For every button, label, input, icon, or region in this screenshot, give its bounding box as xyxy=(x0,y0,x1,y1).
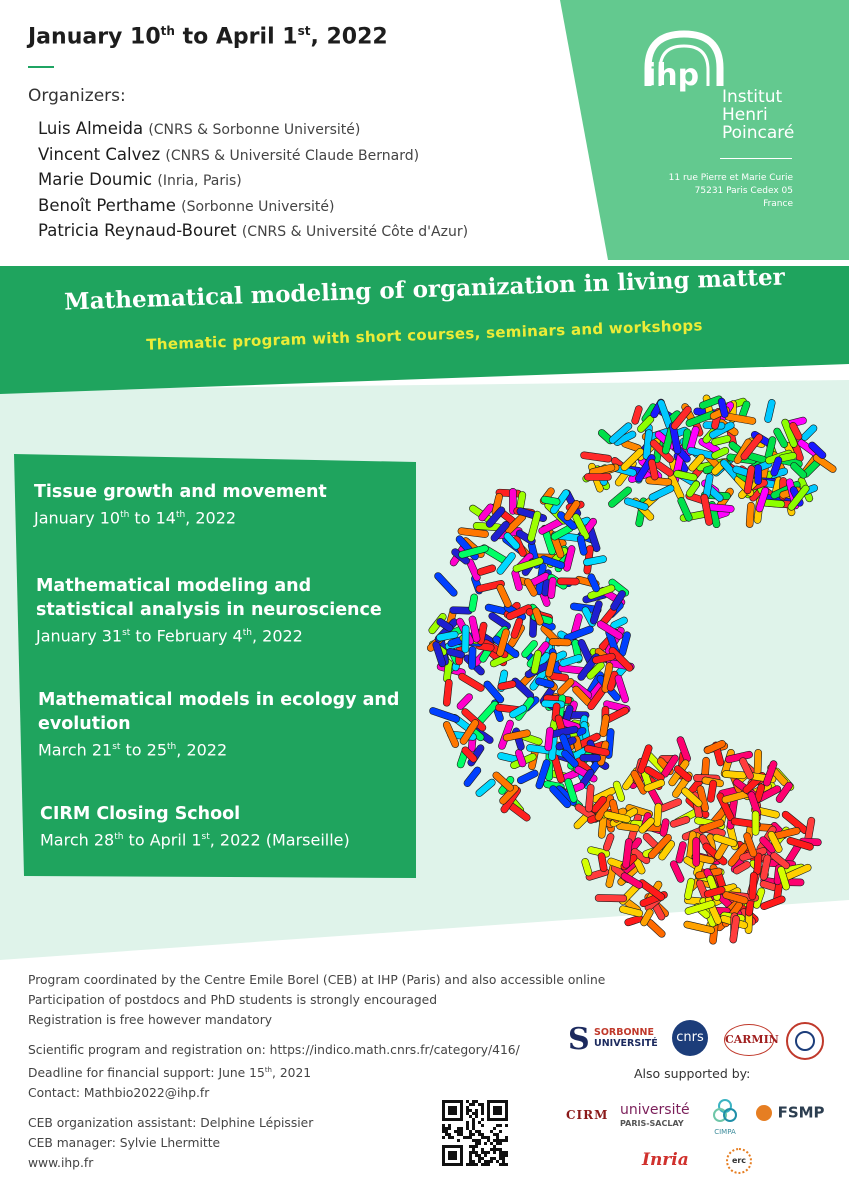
date-part: to February 4 xyxy=(130,626,243,646)
ihp-name-line: Institut xyxy=(722,87,783,107)
date-part: , 2022 xyxy=(251,626,303,646)
cell xyxy=(800,423,819,442)
session-date xyxy=(34,504,327,529)
organizer xyxy=(38,218,468,244)
organizer-affiliation: (Inria, Paris) xyxy=(157,173,242,190)
fsmp-icon xyxy=(756,1105,772,1121)
cell xyxy=(429,706,461,723)
deadline-part: , 2021 xyxy=(272,1066,312,1081)
cell xyxy=(584,474,611,481)
session-title: Tissue growth and movement xyxy=(34,482,327,502)
organizer-name: Vincent Calvez xyxy=(38,144,161,164)
sorbonne-text: SORBONNE xyxy=(594,1027,654,1038)
organizer-name: Luis Almeida xyxy=(38,119,144,138)
address-line: France xyxy=(763,199,793,209)
address-line: 75231 Paris Cedex 05 xyxy=(694,186,793,196)
date-sup: th xyxy=(120,510,130,520)
organizer-name: Patricia Reynaud-Bouret xyxy=(38,221,237,241)
cell xyxy=(468,646,476,669)
date-part: to April 1 xyxy=(174,24,298,50)
date-part: to 14 xyxy=(129,508,176,528)
cell xyxy=(722,770,747,779)
date-part: , 2022 xyxy=(185,508,237,528)
ihp-address xyxy=(669,172,793,211)
cell xyxy=(468,593,478,612)
cell xyxy=(648,484,676,502)
date-sup: th xyxy=(160,24,175,38)
session-2 xyxy=(36,574,382,647)
erc-logo: erc xyxy=(726,1148,752,1174)
program-title: Mathematical modeling of organization in living matter xyxy=(63,263,786,316)
organizer-name: Marie Doumic xyxy=(38,170,153,190)
program-subtitle: Thematic program with short courses, seminars and workshops xyxy=(146,316,703,354)
session-date xyxy=(38,736,399,761)
organizer xyxy=(38,167,468,193)
cirm-logo: CIRM xyxy=(566,1108,609,1122)
sorbonne-s-icon: S xyxy=(568,1022,590,1057)
organizer-name: Benoît Perthame xyxy=(38,195,176,215)
date-part: March 21 xyxy=(38,740,113,760)
footer-line: CEB organization assistant: Delphine Lépissier xyxy=(28,1116,314,1131)
cell xyxy=(581,857,593,876)
registration-link[interactable]: Scientific program and registration on: https://indico.math.cnrs.fr/category/416/ xyxy=(28,1043,520,1057)
ihp-name-line: Henri xyxy=(722,105,768,125)
saclay-logo xyxy=(620,1104,690,1130)
qr-code-icon[interactable] xyxy=(442,1100,508,1166)
date-sup: th xyxy=(167,742,177,752)
session-title: CIRM Closing School xyxy=(40,804,241,824)
inria-logo: Inria xyxy=(642,1150,689,1170)
session-title: evolution xyxy=(38,714,131,734)
footer-info xyxy=(28,970,605,1173)
fsmp-logo xyxy=(756,1102,825,1122)
date-part: January 31 xyxy=(36,626,123,646)
organizer xyxy=(38,142,468,168)
date-part: , 2022 xyxy=(176,740,228,760)
cell xyxy=(760,895,787,911)
fsmp-text: FSMP xyxy=(777,1103,825,1122)
deadline-line xyxy=(28,1060,605,1083)
cell xyxy=(595,894,627,902)
ihp-logo-text: ihp xyxy=(646,58,700,93)
address-line: 11 rue Pierre et Marie Curie xyxy=(668,173,793,183)
cell xyxy=(752,811,759,836)
cimpa-text: CIMPA xyxy=(714,1128,736,1136)
date-sup: th xyxy=(175,510,186,520)
cimpa-logo xyxy=(712,1098,738,1136)
session-4 xyxy=(40,802,350,851)
website-link[interactable]: www.ihp.fr xyxy=(28,1156,94,1171)
organizers-list xyxy=(38,116,468,244)
ihp-name-line: Poincaré xyxy=(722,123,795,143)
cell xyxy=(463,766,483,789)
organizer xyxy=(38,116,468,142)
cell xyxy=(755,465,762,485)
accent-line xyxy=(28,66,54,68)
footer-line: CEB manager: Sylvie Lhermitte xyxy=(28,1136,221,1151)
cell xyxy=(462,625,469,653)
deadline-sup: th xyxy=(264,1066,272,1074)
supported-label: Also supported by: xyxy=(634,1066,751,1081)
date-sup: st xyxy=(112,742,121,752)
ihp-name xyxy=(722,88,794,142)
footer-line: Registration is free however mandatory xyxy=(28,1013,273,1027)
saclay-text: PARIS-SACLAY xyxy=(620,1119,684,1128)
cell xyxy=(474,778,496,798)
date-sup: th xyxy=(114,832,124,842)
deadline-part: Deadline for financial support: June 15 xyxy=(28,1066,265,1081)
session-3 xyxy=(38,688,399,761)
session-title: Mathematical models in ecology and xyxy=(38,690,400,710)
organizer-affiliation: (CNRS & Université Claude Bernard) xyxy=(165,147,420,164)
session-title: Mathematical modeling and xyxy=(36,576,312,596)
cell xyxy=(764,399,776,424)
cell xyxy=(433,571,459,598)
footer-line: Program coordinated by the Centre Emile Borel (CEB) at IHP (Paris) and also accessible online xyxy=(28,973,606,987)
cell xyxy=(746,502,755,528)
date-part: January 10 xyxy=(28,24,161,50)
cell xyxy=(496,583,513,608)
institut-logo-icon xyxy=(786,1022,824,1060)
cell xyxy=(580,754,601,761)
date-sup: st xyxy=(297,24,311,38)
session-1 xyxy=(34,480,327,529)
date-sup: th xyxy=(242,628,252,638)
footer-line: Participation of postdocs and PhD students is strongly encouraged xyxy=(28,993,438,1007)
organizer-affiliation: (CNRS & Université Côte d'Azur) xyxy=(241,224,469,241)
cell-colony-illustration xyxy=(420,380,849,960)
cell xyxy=(693,837,700,866)
date-part: to April 1 xyxy=(123,830,202,850)
date-part: , 2022 (Marseille) xyxy=(209,830,350,850)
cell xyxy=(580,451,612,462)
date-sup: st xyxy=(201,832,210,842)
cell xyxy=(631,405,643,426)
ihp-divider xyxy=(720,158,792,159)
cell xyxy=(653,803,662,827)
organizer-affiliation: (CNRS & Sorbonne Université) xyxy=(148,122,361,138)
cnrs-logo: cnrs xyxy=(672,1020,708,1056)
date-part: to 25 xyxy=(120,740,168,760)
sorbonne-text: UNIVERSITÉ xyxy=(594,1038,658,1049)
date-sup: st xyxy=(122,628,131,638)
organizer-affiliation: (Sorbonne Université) xyxy=(181,198,335,215)
cell xyxy=(549,638,572,646)
date-part: March 28 xyxy=(40,830,115,850)
cell xyxy=(443,679,453,707)
cell xyxy=(516,769,539,785)
carmin-logo: CARMIN xyxy=(724,1024,774,1056)
contact-email[interactable]: Contact: Mathbio2022@ihp.fr xyxy=(28,1086,210,1101)
organizers-label: Organizers: xyxy=(28,86,126,106)
saclay-text: université xyxy=(620,1102,690,1118)
date-part: January 10 xyxy=(34,508,121,528)
session-date xyxy=(36,622,382,647)
cell xyxy=(557,578,579,585)
program-dates xyxy=(28,24,388,49)
cell xyxy=(669,860,685,884)
cell xyxy=(476,564,496,576)
date-part: , 2022 xyxy=(310,24,388,50)
session-date xyxy=(40,826,350,851)
organizer xyxy=(38,193,468,219)
session-title: statistical analysis in neuroscience xyxy=(36,600,382,620)
cimpa-icon xyxy=(712,1098,738,1124)
